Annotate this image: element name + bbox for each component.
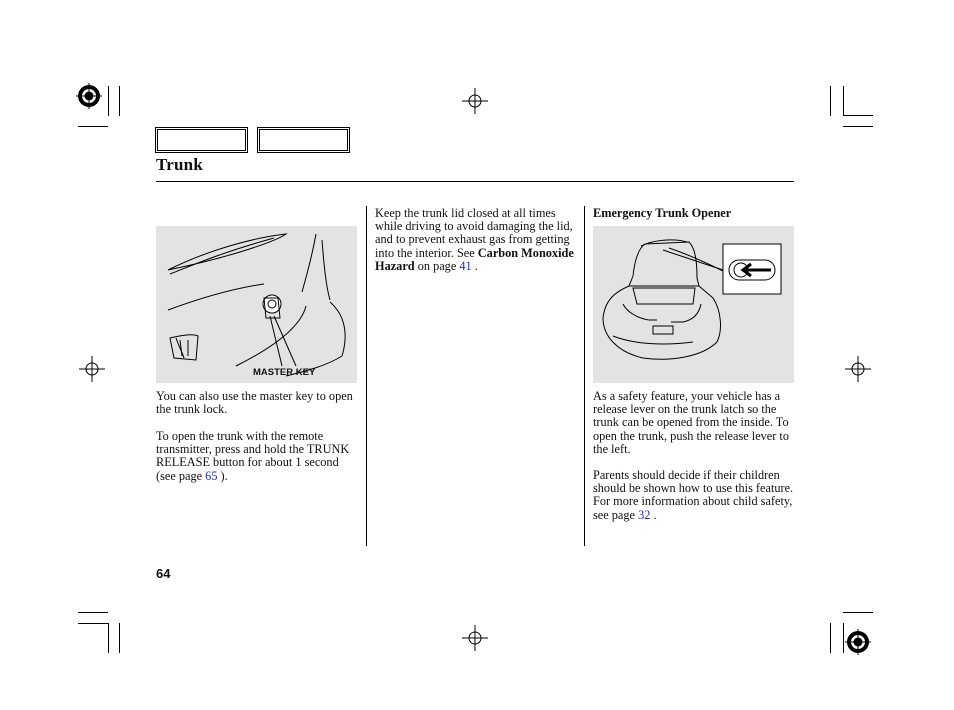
page-link-41[interactable]: 41 — [459, 258, 472, 273]
crop-mark — [843, 115, 873, 116]
trunk-lid-suffix: . — [471, 258, 478, 273]
trunk-lid-text: Keep the trunk lid closed at all times while driving to avoid damaging the lid, and to prevent exhaust gas from getting into the interior. See — [375, 206, 573, 260]
crosshair-icon — [845, 356, 871, 382]
remote-release-text: To open the trunk with the remote transmitter, press and hold the TRUNK RELEASE button for about 1 second (see page — [156, 429, 350, 483]
safety-feature-paragraph: As a safety feature, your vehicle has a release lever on the trunk latch so the trunk can be opened from the inside. To open the trunk, push the release lever to the left. — [593, 389, 789, 456]
crosshair-icon — [79, 356, 105, 382]
emergency-opener-illustration — [593, 226, 794, 383]
emergency-trunk-opener-heading: Emergency Trunk Opener — [593, 206, 732, 220]
title-rule — [156, 181, 794, 182]
crop-mark — [830, 623, 831, 653]
child-safety-suffix: . — [650, 507, 657, 522]
crop-mark — [119, 86, 120, 116]
crop-mark — [830, 86, 831, 116]
crosshair-icon — [462, 88, 488, 114]
crop-mark — [78, 126, 108, 127]
child-safety-text: Parents should decide if their children should be shown how to use this feature. For more information about child safety, see page — [593, 468, 794, 522]
trunk-lock-illustration — [156, 226, 357, 383]
master-key-paragraph: You can also use the master key to open the trunk lock. — [156, 389, 353, 417]
crop-mark — [108, 623, 109, 653]
trunk-lid-warning-paragraph — [375, 207, 575, 273]
crosshair-icon — [462, 625, 488, 651]
registration-target-icon — [845, 629, 871, 655]
page-link-65[interactable]: 65 — [205, 468, 218, 483]
crop-mark — [843, 126, 873, 127]
child-safety-paragraph — [593, 469, 795, 522]
remote-release-suffix: ). — [217, 468, 228, 483]
master-key-label: MASTER KEY — [253, 367, 316, 378]
trunk-lock-figure — [156, 226, 357, 383]
page-link-32[interactable]: 32 — [638, 507, 651, 522]
crop-mark — [78, 623, 108, 624]
trunk-lid-mid: on page — [414, 258, 460, 273]
crop-mark — [843, 612, 873, 613]
column-divider — [584, 206, 585, 546]
crop-mark — [119, 623, 120, 653]
remote-release-paragraph — [156, 430, 356, 483]
registration-target-icon — [76, 83, 102, 109]
column-divider — [366, 206, 367, 546]
nav-tab-box[interactable] — [155, 127, 248, 153]
carbon-monoxide-hazard-ref: Carbon Monoxide Hazard — [375, 245, 574, 273]
crop-mark — [108, 86, 109, 116]
nav-tab-box[interactable] — [257, 127, 350, 153]
page-number: 64 — [156, 566, 171, 581]
emergency-opener-figure — [593, 226, 794, 383]
crop-mark — [843, 623, 844, 653]
crop-mark — [78, 612, 108, 613]
page-title: Trunk — [156, 155, 203, 174]
crop-mark — [843, 86, 844, 116]
